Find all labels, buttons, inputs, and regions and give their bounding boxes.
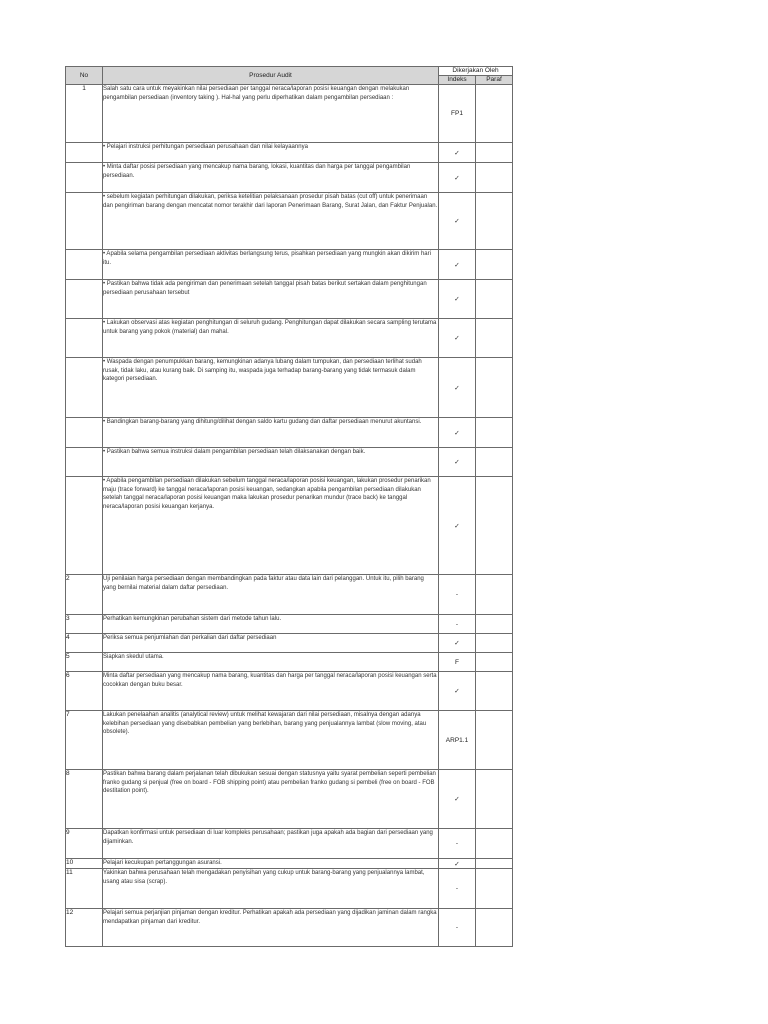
row-paraf [476,869,513,909]
row-procedure: • Bandingkan barang-barang yang dihitung/dilihat dengan saldo kartu gudang dan daftar persediaan menurut akuntansi. [103,418,439,448]
table-row [66,672,513,711]
table-row [66,909,513,947]
header-procedure: Prosedur Audit [103,67,439,85]
table-row [66,418,513,448]
row-no: 1 [66,85,103,143]
row-no: 11 [66,869,103,909]
row-no: 5 [66,653,103,672]
row-paraf [476,909,513,947]
row-index: - [439,615,476,634]
row-paraf [476,634,513,653]
header-no: No [66,67,103,85]
row-index: ARP1.1 [439,711,476,770]
row-procedure: Pelajari kecukupan pertanggungan asuransi. [103,859,439,869]
table-row [66,869,513,909]
table-row [66,859,513,869]
table-row [66,358,513,418]
table-row [66,143,513,163]
row-no: 7 [66,711,103,770]
row-no: 8 [66,770,103,829]
row-paraf [476,575,513,615]
row-procedure: • Apabila selama pengambilan persediaan aktivitas berlangsung terus, pisahkan persediaan yang mungkin akan dikirim hari itu. [103,250,439,280]
row-paraf [476,193,513,250]
table-row [66,250,513,280]
row-index: - [439,909,476,947]
row-paraf [476,418,513,448]
row-paraf [476,770,513,829]
row-index: ✓ [439,448,476,477]
row-index: - [439,869,476,909]
table-row [66,193,513,250]
row-no [66,143,103,163]
table-row [66,653,513,672]
row-procedure: • Lakukan observasi atas kegiatan penghitungan di seluruh gudang. Penghitungan dapat dilakukan secara sampling terutama untuk barang yang pokok (material) dan mahal. [103,319,439,358]
table-row [66,448,513,477]
row-procedure: • Pelajari instruksi perhitungan persediaan perusahaan dan nilai kelayaannya [103,143,439,163]
row-index: ✓ [439,358,476,418]
table-row [66,634,513,653]
row-no [66,358,103,418]
header-paraf: Paraf [476,76,513,85]
row-procedure: • Pastikan bahwa tidak ada pengiriman dan penerimaan setelah tanggal pisah batas berikut sertakan dalam penghitungan persediaan perusahaan tersebut [103,280,439,319]
row-paraf [476,250,513,280]
table-row [66,829,513,859]
row-paraf [476,653,513,672]
table-row [66,575,513,615]
row-procedure: • Pastikan bahwa semua instruksi dalam pengambilan persediaan telah dilaksanakan dengan baik. [103,448,439,477]
row-index: ✓ [439,859,476,869]
row-procedure: Uji penilaian harga persediaan dengan membandingkan pada faktur atau data lain dari pelanggan. Untuk itu, pilih barang yang bernilai material dalam daftar persediaan. [103,575,439,615]
row-procedure: Yakinkan bahwa perusahaan telah mengadakan penyisihan yang cukup untuk barang-barang yang penjualannya lambat, usang atau sisa (scrap). [103,869,439,909]
table-row [66,615,513,634]
row-paraf [476,448,513,477]
row-procedure: Minta daftar persediaan yang mencakup nama barang, kuantitas dan harga per tanggal neraca/laporan posisi keuangan serta cocokkan dengan buku besar. [103,672,439,711]
row-paraf [476,280,513,319]
table-row [66,280,513,319]
row-no [66,193,103,250]
row-index: ✓ [439,319,476,358]
header-index: Indeks [439,76,476,85]
row-procedure: • Apabila pengambilan persediaan dilakukan sebelum tanggal neraca/laporan posisi keuangan, lakukan prosedur penarikan maju (trace forward) ke tanggal neraca/laporan posisi keuangan, sedangkan apabila pengambilan persediaan dilakukan setelah tanggal neraca/laporan posisi keuangan maka lakukan prosedur penarikan mundur (trace back) ke tanggal neraca/laporan posisi keuangan kerjanya. [103,477,439,575]
row-paraf [476,358,513,418]
table-row [66,477,513,575]
row-paraf [476,829,513,859]
row-index: ✓ [439,280,476,319]
row-paraf [476,477,513,575]
row-no: 3 [66,615,103,634]
row-no [66,280,103,319]
row-index: ✓ [439,143,476,163]
table-row [66,319,513,358]
row-procedure: Dapatkan konfirmasi untuk persediaan di luar kompleks perusahaan; pastikan juga apakah ada bagian dari persediaan yang dijaminkan. [103,829,439,859]
row-procedure: • Minta daftar posisi persediaan yang mencakup nama barang, lokasi, kuantitas dan harga per tanggal pengambilan persediaan. [103,163,439,193]
row-no [66,448,103,477]
row-no [66,477,103,575]
row-paraf [476,615,513,634]
row-no: 2 [66,575,103,615]
row-index: ✓ [439,477,476,575]
row-procedure: Lakukan penelaahan analitis (analytical review) untuk melihat kewajaran dari nilai persediaan, misalnya dengan adanya kelebihan persediaan yang disebabkan pembelian yang berlebihan, barang yang penjualannya lambat (slow moving, atau obsolete). [103,711,439,770]
row-no: 10 [66,859,103,869]
row-index: ✓ [439,672,476,711]
row-index: ✓ [439,418,476,448]
row-paraf [476,143,513,163]
row-index: ✓ [439,163,476,193]
row-paraf [476,711,513,770]
row-no [66,250,103,280]
row-procedure: Perhatikan kemungkinan perubahan sistem dari metode tahun lalu. [103,615,439,634]
table-row [66,163,513,193]
row-index: ✓ [439,634,476,653]
table-row [66,711,513,770]
row-paraf [476,319,513,358]
row-no [66,418,103,448]
row-index: - [439,575,476,615]
row-index: ✓ [439,250,476,280]
table-row [66,85,513,143]
row-paraf [476,672,513,711]
row-index: - [439,829,476,859]
row-procedure: Pelajari semua perjanjian pinjaman dengan kreditur. Perhatikan apakah ada persediaan yang dijadikan jaminan dalam rangka mendapatkan pinjaman dari kreditur. [103,909,439,947]
row-no [66,163,103,193]
row-procedure: • sebelum kegiatan perhitungan dilakukan, periksa ketelitian pelaksanaan prosedur pisah batas (cut off) untuk penerimaan dan pengiriman barang dengan mencatat nomor terakhir dari laporan Penerimaan Barang, Surat Jalan, dan Faktur Penjualan. [103,193,439,250]
table-row [66,770,513,829]
table-body [66,85,513,947]
audit-procedure-table [65,66,513,947]
row-procedure: • Waspada dengan penumpukkan barang, kemungkinan adanya lubang dalam tumpukan, dan persediaan terlihat sudah rusak, tidak laku, atau kurang baik. Di samping itu, waspada juga terhadap barang-barang yang tidak termasuk dalam kategori persediaan. [103,358,439,418]
row-paraf [476,859,513,869]
row-index: ✓ [439,770,476,829]
row-no: 4 [66,634,103,653]
row-paraf [476,163,513,193]
row-procedure: Periksa semua penjumlahan dan perkalian dari daftar persediaan [103,634,439,653]
row-index: FP1 [439,85,476,143]
row-procedure: Siapkan skedul utama. [103,653,439,672]
header-done-by: Dikerjakan Oleh [439,67,513,76]
row-index: F [439,653,476,672]
row-no [66,319,103,358]
row-procedure: Salah satu cara untuk meyakinkan nilai persediaan per tanggal neraca/laporan posisi keuangan dengan melakukan pengambilan persediaan (inventory taking ). Hal-hal yang perlu diperhatikan dalam pengambilan persediaan : [103,85,439,143]
row-index: ✓ [439,193,476,250]
row-no: 6 [66,672,103,711]
row-no: 9 [66,829,103,859]
row-procedure: Pastikan bahwa barang dalam perjalanan telah dibukukan sesuai dengan statusnya yaitu syarat pembelian seperti pembelian franko gudang si penjual (free on board - FOB shipping point) atau pembelian franko gudang si pembeli (free on board - FOB destitation point). [103,770,439,829]
row-no: 12 [66,909,103,947]
row-paraf [476,85,513,143]
